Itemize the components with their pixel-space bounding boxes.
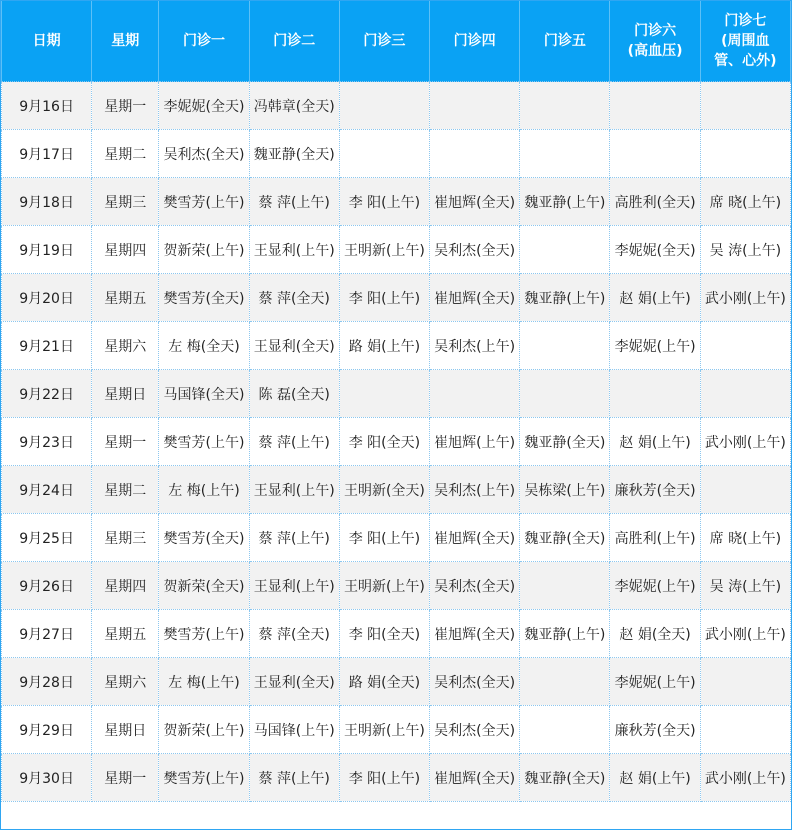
date-cell: 9月27日 [2, 610, 92, 658]
clinic-4-cell: 吴利杰(全天) [430, 562, 520, 610]
clinic-6-cell [610, 130, 700, 178]
clinic-5-cell: 魏亚静(全天) [520, 514, 610, 562]
clinic-2-cell: 蔡 萍(上午) [249, 514, 339, 562]
table-row [2, 418, 791, 466]
clinic-4-cell: 吴利杰(上午) [430, 466, 520, 514]
clinic-7-cell: 吴 涛(上午) [700, 226, 790, 274]
clinic-6-cell: 赵 娟(上午) [610, 754, 700, 802]
clinic-1-cell: 樊雪芳(上午) [159, 418, 249, 466]
clinic-5-cell: 吴栋梁(上午) [520, 466, 610, 514]
weekday-cell: 星期六 [92, 658, 159, 706]
header-row [2, 1, 791, 82]
clinic-2-cell: 王显利(上午) [249, 562, 339, 610]
date-cell: 9月21日 [2, 322, 92, 370]
clinic-5-cell [520, 370, 610, 418]
table-row [2, 754, 791, 802]
clinic-6-cell: 廉秋芳(全天) [610, 706, 700, 754]
clinic-3-cell: 路 娟(全天) [339, 658, 429, 706]
header-date: 日期 [2, 1, 92, 82]
clinic-5-cell [520, 130, 610, 178]
date-cell: 9月16日 [2, 82, 92, 130]
table-row [2, 370, 791, 418]
date-cell: 9月28日 [2, 658, 92, 706]
clinic-6-cell: 赵 娟(上午) [610, 418, 700, 466]
clinic-7-cell: 武小刚(上午) [700, 418, 790, 466]
clinic-5-cell: 魏亚静(上午) [520, 610, 610, 658]
header-clinic-6: 门诊六 (高血压) [610, 1, 700, 82]
date-cell: 9月17日 [2, 130, 92, 178]
clinic-7-cell [700, 658, 790, 706]
clinic-3-cell: 王明新(上午) [339, 706, 429, 754]
clinic-2-cell: 王显利(上午) [249, 466, 339, 514]
date-cell: 9月19日 [2, 226, 92, 274]
clinic-7-cell [700, 370, 790, 418]
clinic-7-cell [700, 130, 790, 178]
clinic-1-cell: 樊雪芳(上午) [159, 178, 249, 226]
clinic-6-cell: 廉秋芳(全天) [610, 466, 700, 514]
clinic-6-cell [610, 370, 700, 418]
clinic-4-cell: 崔旭辉(全天) [430, 754, 520, 802]
clinic-2-cell: 陈 磊(全天) [249, 370, 339, 418]
weekday-cell: 星期一 [92, 82, 159, 130]
weekday-cell: 星期四 [92, 562, 159, 610]
table-row [2, 562, 791, 610]
header-clinic-2: 门诊二 [249, 1, 339, 82]
clinic-6-cell: 李妮妮(全天) [610, 226, 700, 274]
date-cell: 9月18日 [2, 178, 92, 226]
clinic-2-cell: 马国锋(上午) [249, 706, 339, 754]
table-row [2, 130, 791, 178]
table-row [2, 274, 791, 322]
header-clinic-4: 门诊四 [430, 1, 520, 82]
clinic-7-cell: 武小刚(上午) [700, 610, 790, 658]
clinic-6-cell: 高胜利(上午) [610, 514, 700, 562]
table-row [2, 322, 791, 370]
schedule-body [2, 82, 791, 802]
clinic-1-cell: 樊雪芳(上午) [159, 754, 249, 802]
clinic-2-cell: 蔡 萍(全天) [249, 610, 339, 658]
table-row [2, 706, 791, 754]
clinic-4-cell: 崔旭辉(全天) [430, 178, 520, 226]
clinic-4-cell: 吴利杰(上午) [430, 322, 520, 370]
date-cell: 9月29日 [2, 706, 92, 754]
table-row [2, 610, 791, 658]
clinic-3-cell: 王明新(上午) [339, 226, 429, 274]
clinic-5-cell [520, 562, 610, 610]
weekday-cell: 星期一 [92, 418, 159, 466]
date-cell: 9月20日 [2, 274, 92, 322]
clinic-5-cell: 魏亚静(上午) [520, 178, 610, 226]
clinic-1-cell: 左 梅(上午) [159, 658, 249, 706]
clinic-1-cell: 吴利杰(全天) [159, 130, 249, 178]
clinic-5-cell [520, 658, 610, 706]
date-cell: 9月24日 [2, 466, 92, 514]
weekday-cell: 星期一 [92, 754, 159, 802]
clinic-5-cell [520, 82, 610, 130]
clinic-3-cell [339, 370, 429, 418]
clinic-3-cell: 李 阳(全天) [339, 418, 429, 466]
clinic-2-cell: 蔡 萍(上午) [249, 178, 339, 226]
clinic-3-cell: 李 阳(上午) [339, 514, 429, 562]
weekday-cell: 星期日 [92, 370, 159, 418]
table-row [2, 226, 791, 274]
clinic-4-cell: 崔旭辉(全天) [430, 274, 520, 322]
clinic-5-cell [520, 706, 610, 754]
clinic-1-cell: 马国锋(全天) [159, 370, 249, 418]
clinic-2-cell: 冯韩章(全天) [249, 82, 339, 130]
clinic-6-cell: 高胜利(全天) [610, 178, 700, 226]
clinic-5-cell [520, 226, 610, 274]
date-cell: 9月22日 [2, 370, 92, 418]
clinic-5-cell: 魏亚静(全天) [520, 418, 610, 466]
clinic-4-cell: 崔旭辉(全天) [430, 610, 520, 658]
header-clinic-3: 门诊三 [339, 1, 429, 82]
clinic-5-cell [520, 322, 610, 370]
clinic-2-cell: 蔡 萍(全天) [249, 274, 339, 322]
clinic-2-cell: 蔡 萍(上午) [249, 754, 339, 802]
weekday-cell: 星期五 [92, 274, 159, 322]
clinic-5-cell: 魏亚静(上午) [520, 274, 610, 322]
clinic-4-cell: 吴利杰(全天) [430, 226, 520, 274]
clinic-1-cell: 左 梅(上午) [159, 466, 249, 514]
clinic-4-cell: 崔旭辉(上午) [430, 418, 520, 466]
weekday-cell: 星期四 [92, 226, 159, 274]
weekday-cell: 星期六 [92, 322, 159, 370]
clinic-4-cell [430, 130, 520, 178]
clinic-1-cell: 樊雪芳(上午) [159, 610, 249, 658]
header-clinic-7: 门诊七 (周围血 管、心外) [700, 1, 790, 82]
clinic-4-cell [430, 370, 520, 418]
clinic-6-cell: 赵 娟(全天) [610, 610, 700, 658]
clinic-6-cell: 李妮妮(上午) [610, 562, 700, 610]
header-clinic-5: 门诊五 [520, 1, 610, 82]
table-row [2, 514, 791, 562]
weekday-cell: 星期日 [92, 706, 159, 754]
clinic-1-cell: 贺新荣(上午) [159, 706, 249, 754]
weekday-cell: 星期五 [92, 610, 159, 658]
clinic-1-cell: 贺新荣(全天) [159, 562, 249, 610]
clinic-7-cell: 吴 涛(上午) [700, 562, 790, 610]
clinic-5-cell: 魏亚静(全天) [520, 754, 610, 802]
clinic-7-cell: 武小刚(上午) [700, 754, 790, 802]
clinic-3-cell [339, 82, 429, 130]
weekday-cell: 星期二 [92, 466, 159, 514]
clinic-4-cell: 吴利杰(全天) [430, 658, 520, 706]
clinic-1-cell: 李妮妮(全天) [159, 82, 249, 130]
clinic-2-cell: 王显利(全天) [249, 322, 339, 370]
clinic-3-cell: 李 阳(全天) [339, 610, 429, 658]
table-row [2, 658, 791, 706]
clinic-3-cell: 王明新(全天) [339, 466, 429, 514]
clinic-schedule-table [1, 1, 791, 802]
date-cell: 9月30日 [2, 754, 92, 802]
weekday-cell: 星期三 [92, 514, 159, 562]
clinic-7-cell [700, 82, 790, 130]
table-row [2, 466, 791, 514]
weekday-cell: 星期二 [92, 130, 159, 178]
clinic-3-cell: 李 阳(上午) [339, 754, 429, 802]
date-cell: 9月26日 [2, 562, 92, 610]
clinic-7-cell [700, 706, 790, 754]
clinic-3-cell [339, 130, 429, 178]
clinic-7-cell [700, 466, 790, 514]
clinic-3-cell: 王明新(上午) [339, 562, 429, 610]
clinic-2-cell: 蔡 萍(上午) [249, 418, 339, 466]
clinic-2-cell: 魏亚静(全天) [249, 130, 339, 178]
weekday-cell: 星期三 [92, 178, 159, 226]
date-cell: 9月23日 [2, 418, 92, 466]
clinic-6-cell: 赵 娟(上午) [610, 274, 700, 322]
clinic-6-cell: 李妮妮(上午) [610, 658, 700, 706]
table-row [2, 82, 791, 130]
clinic-7-cell: 席 晓(上午) [700, 514, 790, 562]
clinic-3-cell: 李 阳(上午) [339, 178, 429, 226]
clinic-4-cell: 崔旭辉(全天) [430, 514, 520, 562]
clinic-1-cell: 樊雪芳(全天) [159, 274, 249, 322]
date-cell: 9月25日 [2, 514, 92, 562]
header-clinic-1: 门诊一 [159, 1, 249, 82]
clinic-1-cell: 樊雪芳(全天) [159, 514, 249, 562]
clinic-7-cell: 席 晓(上午) [700, 178, 790, 226]
clinic-4-cell: 吴利杰(全天) [430, 706, 520, 754]
clinic-2-cell: 王显利(全天) [249, 658, 339, 706]
clinic-2-cell: 王显利(上午) [249, 226, 339, 274]
clinic-7-cell [700, 322, 790, 370]
clinic-3-cell: 李 阳(上午) [339, 274, 429, 322]
header-weekday: 星期 [92, 1, 159, 82]
clinic-3-cell: 路 娟(上午) [339, 322, 429, 370]
clinic-6-cell [610, 82, 700, 130]
clinic-1-cell: 贺新荣(上午) [159, 226, 249, 274]
clinic-7-cell: 武小刚(上午) [700, 274, 790, 322]
clinic-6-cell: 李妮妮(上午) [610, 322, 700, 370]
table-row [2, 178, 791, 226]
clinic-4-cell [430, 82, 520, 130]
clinic-1-cell: 左 梅(全天) [159, 322, 249, 370]
